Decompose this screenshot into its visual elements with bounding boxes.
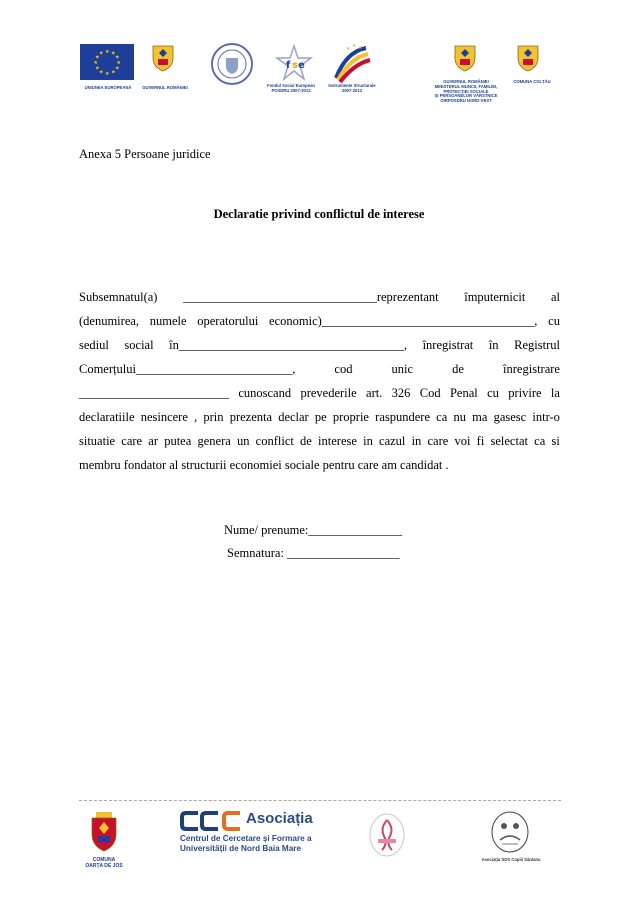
declaration-word: ,	[194, 410, 198, 424]
declaration-word: Subsemnatul(a)	[79, 290, 158, 304]
svg-text:★: ★	[99, 50, 104, 57]
instrumente-logo	[330, 42, 372, 84]
declaration-word: proprie	[332, 410, 369, 424]
declaration-word: de	[300, 434, 312, 448]
declaration-word: în____________________________________,	[169, 338, 408, 352]
declaration-line	[79, 410, 560, 425]
declaration-word: pe	[314, 410, 327, 424]
declaration-word: numele	[149, 314, 187, 328]
ccc-asociatia-label: Asociația	[246, 810, 313, 827]
declaration-word: prezenta	[229, 410, 273, 424]
ministry-crest-logo	[452, 42, 478, 77]
instrumente-caption: Instrumente Structurale 2007-2013	[328, 83, 376, 93]
svg-text:f: f	[286, 60, 291, 71]
declaration-word: _______________________________reprezentant	[183, 290, 439, 304]
declaration-word: care	[427, 434, 449, 448]
svg-text:★: ★	[115, 65, 120, 72]
declaration-word: declaratiile	[79, 410, 135, 424]
oarta-crest-logo	[90, 812, 118, 857]
svg-text:★: ★	[352, 43, 357, 49]
declaration-line	[79, 362, 560, 377]
svg-text:★: ★	[105, 49, 110, 55]
ribbon-logo	[368, 812, 406, 858]
declaration-word: în	[488, 338, 499, 352]
svg-text:e: e	[298, 60, 305, 71]
declaration-word: si	[551, 434, 560, 448]
coltau-caption: COMUNA COLȚĂU	[513, 79, 551, 84]
declaration-line	[79, 338, 560, 353]
declaration-word: privire	[508, 386, 542, 400]
declaration-line	[79, 434, 560, 449]
ccc-name: Centrul de Cercetare și Formare a Universității de Nord Baia Mare	[180, 834, 312, 854]
signature-name-field: Nume/ prenume:_______________	[224, 523, 403, 537]
anexa-label: Anexa 5 Persoane juridice	[79, 147, 211, 161]
svg-text:★: ★	[346, 46, 351, 52]
gov-crest-logo	[150, 42, 176, 77]
svg-text:★: ★	[99, 69, 104, 76]
declaration-word: putea	[164, 434, 192, 448]
declaration-word: nu	[453, 410, 466, 424]
declaration-word: prevederile	[300, 386, 357, 400]
declaration-word: cazul	[379, 434, 406, 448]
ministry-caption: GUVERNUL ROMÂNIEI MINISTERUL MUNCII, FAMILIEI, PROTECȚIEI SOCIALE ȘI PERSOANELOR VÂRSTNICE OIRPOSDRU NORD-VEST	[434, 79, 498, 104]
declaration-word: voi	[454, 434, 471, 448]
declaration-word: înregistrat	[422, 338, 474, 352]
declaration-word: cu	[548, 314, 560, 328]
declaration-word: de	[452, 362, 464, 376]
declaration-word: intr-o	[532, 410, 560, 424]
declaration-word: operatorului	[197, 314, 259, 328]
declaration-word: in	[363, 434, 373, 448]
declaration-word: ma	[472, 410, 488, 424]
declaration-word: situatie	[79, 434, 116, 448]
declaration-word: in	[411, 434, 422, 448]
declaration-word: art.	[366, 386, 383, 400]
eu-flag-logo	[80, 44, 134, 80]
declaration-word: (denumirea,	[79, 314, 140, 328]
declaration-word: cu	[487, 386, 499, 400]
sos-caption: Asociația SOS Copiii Sântana	[481, 857, 541, 862]
declaration-word: declar	[278, 410, 309, 424]
declaration-word: sediul	[79, 338, 109, 352]
fse-caption: Fondul Social European POSDRU 2007-2013	[267, 83, 315, 93]
declaration-word: gasesc	[493, 410, 527, 424]
declaration-word: nesincere	[140, 410, 188, 424]
declaration-word: cod	[334, 362, 353, 376]
declaration-word: cunoscand	[238, 386, 292, 400]
declaration-word: Penal	[449, 386, 478, 400]
declaration-word: conflict	[255, 434, 294, 448]
signature-sig-field: Semnatura: __________________	[227, 546, 400, 560]
seal-logo	[210, 42, 254, 86]
declaration-word: un	[236, 434, 250, 448]
declaration-word: selectat	[490, 434, 528, 448]
declaration-word: Comerțului_________________________,	[79, 362, 296, 376]
coltau-crest-logo	[515, 42, 541, 77]
declaration-word: ca	[534, 434, 546, 448]
declaration-word: economic)__________________________________,	[269, 314, 538, 328]
declaration-word: Cod	[419, 386, 441, 400]
fse-logo	[273, 44, 315, 84]
svg-text:★: ★	[358, 45, 363, 51]
svg-text:★: ★	[95, 65, 100, 72]
declaration-word: la	[550, 386, 560, 400]
svg-text:s: s	[292, 60, 298, 71]
declaration-word: al	[550, 290, 560, 304]
declaration-word: interese	[318, 434, 357, 448]
svg-text:★: ★	[95, 54, 100, 61]
declaration-word: ar	[148, 434, 159, 448]
sos-logo	[490, 810, 530, 854]
declaration-word: Registrul	[514, 338, 560, 352]
svg-text:★: ★	[105, 71, 110, 77]
oarta-caption: COMUNA OARȚA DE JOS	[85, 857, 123, 869]
declaration-word: înregistrare	[503, 362, 560, 376]
declaration-word: ________________________	[79, 386, 229, 400]
document-title: Declaratie privind conflictul de interese	[213, 207, 425, 221]
declaration-word: unic	[391, 362, 414, 376]
svg-text:★: ★	[111, 50, 116, 57]
declaration-line	[79, 290, 560, 305]
declaration-word: social	[124, 338, 154, 352]
declaration-word: fi	[476, 434, 485, 448]
footer-rule	[79, 800, 561, 801]
svg-text:★: ★	[93, 60, 98, 66]
declaration-word: împuternicit	[464, 290, 526, 304]
eu-caption: UNIUNEA EUROPEANĂ	[84, 85, 132, 90]
svg-text:★: ★	[115, 54, 120, 61]
declaration-word: genera	[197, 434, 231, 448]
declaration-line	[79, 314, 560, 329]
declaration-word: ca	[436, 410, 448, 424]
declaration-word: raspundere	[375, 410, 430, 424]
gov-caption: GUVERNUL ROMÂNIEI	[142, 85, 188, 90]
declaration-line	[79, 386, 560, 401]
declaration-word: 326	[391, 386, 411, 400]
declaration-word: prin	[203, 410, 224, 424]
svg-text:★: ★	[111, 69, 116, 76]
declaration-last-line: membru fondator al structurii economiei sociale pentru care am candidat .	[79, 458, 449, 472]
declaration-word: care	[121, 434, 143, 448]
svg-text:★: ★	[116, 60, 121, 66]
